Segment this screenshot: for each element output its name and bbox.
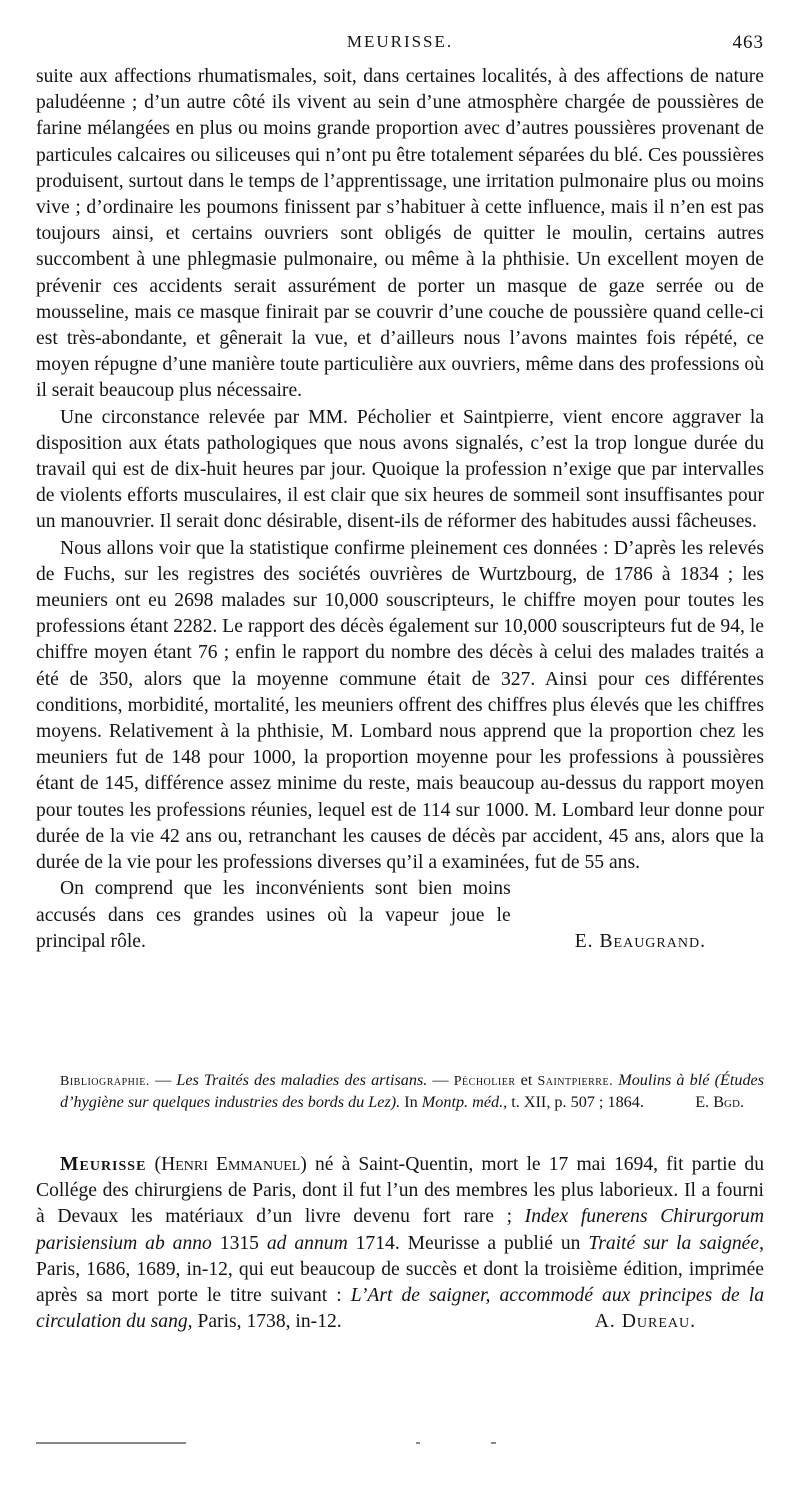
running-title: MEURISSE. — [346, 32, 454, 51]
entry-signature: A. Dureau. — [594, 1311, 696, 1333]
entry-italic: Index funerens Chirurgorum parisiensium ab anno — [36, 1206, 765, 1254]
article-body — [36, 64, 764, 955]
entry-italic: ad annum — [266, 1232, 348, 1254]
dictionary-entry — [36, 1152, 764, 1335]
bibliography-author: Saintpierre. — [537, 1074, 614, 1089]
entry-italic: L’Art de saigner, accommodé aux principes de la circulation du sang, — [36, 1285, 764, 1333]
paragraph: Nous allons voir que la statistique confirme pleinement ces données : D’après les relevés de Fuchs, sur les registres des sociétés ouvrières de Wurtzbourg, de 1786 à 1834 ; les meuniers ont eu 2698 malades sur 10,000 souscripteurs, le chiffre moyen pour toutes les professions étant 2282. Le rapport des décès également sur 10,000 souscripteurs fut de 94, le chiffre moyen étant 76 ; enfin le rapport du nombre des décès à celui des malades traités a été de 350, alors que la moyenne commune était de 327. Ainsi pour ces différentes conditions, morbidité, mortalité, les meuniers offrent des chiffres plus élevés que les chiffres moyens. Relativement à la phthisie, M. Lombard nous apprend que la proportion chez les meuniers fut de 148 pour 1000, la proportion moyenne pour les professions à poussières étant de 145, différence assez minime du reste, mais beaucoup au-dessus du rapport moyen pour toutes les professions réunies, lequel est de 114 sur 1000. M. Lombard leur donne pour durée de la vie 42 ans ou, retranchant les causes de décès par accident, 45 ans, alors que la durée de la vie pour les professions diverses qu’il a examinées, fut de 55 ans. — [36, 537, 764, 874]
bibliography — [60, 1070, 764, 1113]
dash: — — [427, 1071, 454, 1089]
footer-rule — [36, 1440, 496, 1446]
page-number: 463 — [732, 32, 764, 53]
author-signature: E. Beaugrand. — [574, 930, 706, 952]
entry-text-span: né à Saint-Quentin, mort le 17 mai 1694, fit partie du Collége des chirurgiens de Paris, dont il fut l’un des membres les plus laborieux. Il a fourni à Devaux les matériaux d’un livre devenu fort rare ; — [36, 1154, 765, 1228]
conjunction: et — [515, 1071, 538, 1089]
page-header — [36, 26, 764, 56]
bibliography-details: , t. XII, p. 507 ; 1864. — [503, 1093, 644, 1111]
entry-text-span: Paris, 1738, in-12. — [192, 1311, 342, 1333]
paragraph: Une circonstance relevée par MM. Pécholier et Saintpierre, vient encore aggraver la disposition aux états pathologiques que nous avons signalés, c’est la trop longue durée du travail qui est de dix-huit heures par jour. Quoique la profession n’exige que par intervalles de violents efforts musculaires, il est clair que six heures de sommeil sont insuffisantes pour un manouvrier. Il serait donc désirable, disent-ils de réformer des habitudes aussi fâcheuses. — [36, 406, 764, 533]
paragraph: suite aux affections rhumatismales, soit, dans certaines localités, à des affections de nature paludéenne ; d’un autre côté ils vivent au sein d’une atmosphère chargée de poussières de farine mélangées en plus ou moins grande proportion avec d’autres poussières provenant de particules calcaires ou siliceuses qui n’ont pu être totalement séparées du blé. Ces poussières produisent, surtout dans le temps de l’apprentissage, une irritation pulmonaire plus ou moins vive ; d’ordinaire les poumons finissent par s’habituer à cette influence, mais il n’en est pas toujours ainsi, et certains ouvriers sont obligés de quitter le moulin, certains autres succombent à une phlegmasie pulmonaire, ou même à la phthisie. Un excellent moyen de prévenir ces accidents serait assurément de porter un masque de gaze serrée ou de mousseline, mais ce masque finirait par se couvrir d’une couche de poussière quand celle-ci est très-abondante, et gênerait la vue, et d’ailleurs nous l’avons maintes fois répété, ce moyen répugne d’une manière toute particulière aux ouvriers, même dans des professions où il serait beaucoup plus nécessaire. — [36, 66, 764, 402]
entry-headword: Meurisse — [60, 1154, 147, 1175]
entry-text — [36, 1152, 764, 1335]
bibliography-entry — [60, 1070, 764, 1113]
paragraph: On comprend que les inconvénients sont bien moins accusés dans ces grandes usines où la vapeur joue le principal rôle. — [36, 878, 511, 952]
entry-given-names: (Henri Emmanuel) — [154, 1154, 307, 1175]
bibliography-title: Les Traités des maladies des artisans. — [176, 1071, 428, 1089]
entry-text-span: 1315 — [211, 1232, 267, 1254]
bibliography-label: Bibliographie. — [60, 1074, 150, 1089]
bibliography-work: Moulins à blé (Études d’hygiène sur quelques industries des bords du Lez). — [60, 1071, 765, 1111]
entry-text-span: , Paris, 1686, 1689, in-12, qui eut beaucoup de succès et dont la troisième édition, imprimée après sa mort porte le titre suivant : — [36, 1232, 764, 1307]
entry-text-span: 1714. Meurisse a publié un — [347, 1232, 589, 1254]
closing-paragraph — [36, 876, 764, 955]
bibliography-signature: E. Bgd. — [695, 1093, 744, 1111]
entry-italic: Traité sur la saignée — [588, 1232, 760, 1254]
dash: — — [149, 1071, 177, 1089]
in-text: In — [400, 1093, 422, 1111]
bibliography-author: Pécholier — [453, 1074, 516, 1089]
bibliography-journal: Montp. méd. — [421, 1093, 504, 1111]
